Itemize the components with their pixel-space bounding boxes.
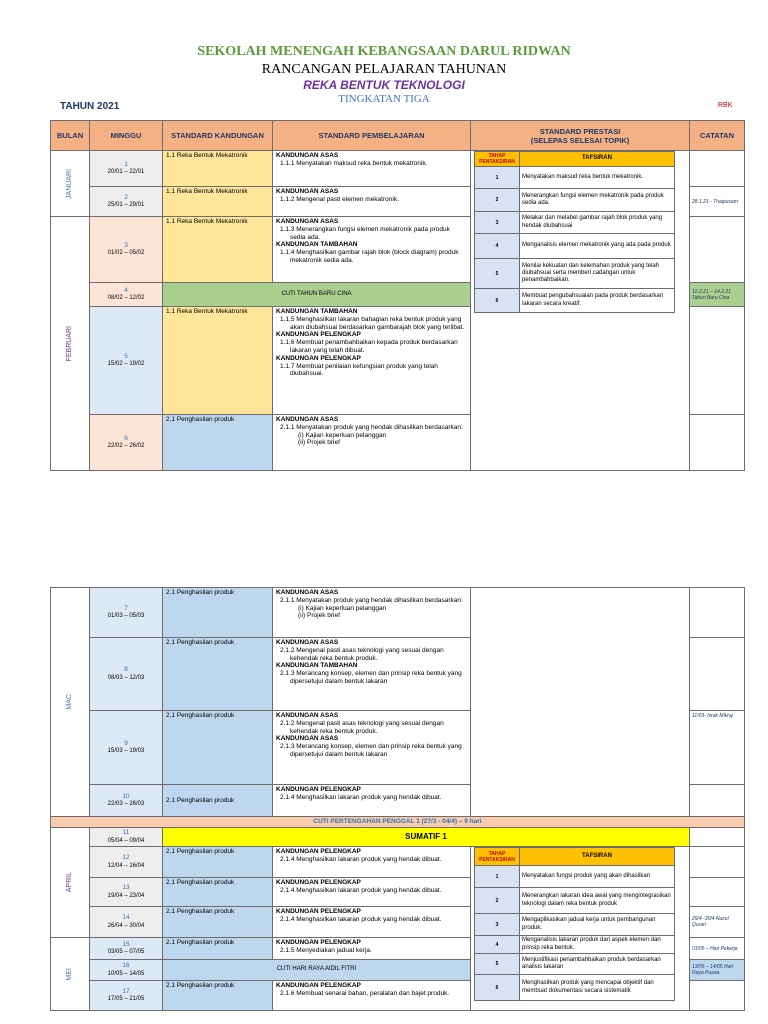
sp-cell: KANDUNGAN ASAS 1.1.1 Menyatakan maksud reka bentuk mekatronik.	[273, 151, 471, 187]
tahap-num: 5	[475, 954, 520, 975]
week-7: 7 01/03 – 05/03	[90, 588, 163, 638]
month-mac: MAC	[51, 588, 90, 817]
sk-cell: 1.1 Reka Bentuk Mekatronik	[163, 307, 273, 415]
holiday-cny: CUTI TAHUN BARU CINA	[163, 283, 471, 307]
tahap-num: 6	[475, 289, 520, 313]
tafsiran-text: Menghasilkan produk yang mencapai objektif dan membuat dokumentasi secara sistematik	[520, 975, 675, 1001]
week-8: 8 08/03 – 12/03	[90, 638, 163, 711]
catatan-cell	[690, 828, 745, 847]
sp-cell: KANDUNGAN PELENGKAP 2.1.4 Menghasilkan lakaran produk yang hendak dibuat.	[273, 785, 471, 817]
tahap-num: 2	[475, 888, 520, 914]
sp-cell: KANDUNGAN PELENGKAP 2.1.4 Menghasilkan lakaran produk yang hendak dibuat.	[273, 847, 471, 878]
month-februari: FEBRUARI	[51, 217, 90, 471]
tahap-num: 4	[475, 234, 520, 259]
week-9: 9 15/03 – 19/03	[90, 711, 163, 785]
tafsiran-text: Menganalisis elemen mekatronik yang ada pada produk	[520, 234, 675, 259]
tafsiran-text: Melakar dan melabel gambar rajah blok produk yang hendak diubahsuai	[520, 212, 675, 234]
sp-cell: KANDUNGAN ASAS 1.1.3 Menerangkan fungsi elemen mekatronik pada produk sedia ada. KANDUNGAN TAMBAHAN 1.1.4 Menghasilkan gambar rajah blok (block diagram) produk mekatronik sedia ada.	[273, 217, 471, 283]
prestasi-table-2	[474, 847, 675, 1001]
col-bulan: BULAN	[51, 121, 90, 151]
col-catatan: CATATAN	[690, 121, 745, 151]
col-spr-title: STANDARD PRESTASI	[539, 126, 621, 136]
catatan-cell	[690, 981, 745, 1011]
tafsiran-text: Menganalisis lakaran produk dari aspek elemen dan prinsip reka bentuk.	[520, 936, 675, 954]
standard-prestasi-empty	[690, 415, 745, 471]
sk-cell: 2.1 Penghasilan produk	[163, 847, 273, 878]
catatan-nuzul: 29/4 -30/4 Nuzul Quran	[690, 907, 745, 938]
week-1: 1 20/01 – 22/01	[90, 151, 163, 187]
sp-cell: KANDUNGAN PELENGKAP 2.1.6 Membuat senarai bahan, peralatan dan bajet produk.	[273, 981, 471, 1011]
week-10: 10 22/03 – 26/03	[90, 785, 163, 817]
sk-cell: 2.1 Penghasilan produk	[163, 785, 273, 817]
week-15: 15 03/05 – 07/05	[90, 938, 163, 960]
tafsiran-text: Menerangkan lakaran idea awal yang mengintegrasikan teknologi dalam reka bentuk produk	[520, 888, 675, 914]
tahap-header: TAHAP PENTAKSIRAN	[475, 848, 520, 866]
sk-cell: 2.1 Penghasilan produk	[163, 711, 273, 785]
week-17: 17 17/05 – 21/05	[90, 981, 163, 1011]
catatan-cell	[690, 785, 745, 817]
tahap-num: 2	[475, 189, 520, 212]
sk-cell: 1.1 Reka Bentuk Mekatronik	[163, 217, 273, 283]
sp-cell: KANDUNGAN ASAS 2.1.2 Mengenal pasti asas teknologi yang sesuai dengan kehendak reka bentuk produk. KANDUNGAN ASAS 2.1.3 Merancang konsep, elemen dan prinsip reka bentuk yang dipersetujui dalam bentuk lakaran	[273, 711, 471, 785]
catatan-cell	[690, 151, 745, 187]
catatan-raya: 13/05 – 14/05 Hari Raya Puasa	[690, 960, 745, 981]
tafsiran-header: TAFSIRAN	[520, 848, 675, 866]
catatan-cell	[690, 847, 745, 878]
col-spr-sub: (SELEPAS SELESAI TOPIK)	[530, 135, 630, 145]
week-11: 11 05/04 – 09/04	[90, 828, 163, 847]
catatan-cell	[690, 878, 745, 907]
week-3: 3 01/02 – 05/02	[90, 217, 163, 283]
tafsiran-text: Mengaplikasikan jadual kerja untuk pembangunan produk.	[520, 914, 675, 936]
catatan-pekerja: 01/05 – Hari Pekerja	[690, 938, 745, 960]
col-spr	[471, 121, 690, 151]
subject-title: REKA BENTUK TEKNOLOGI	[303, 78, 465, 92]
catatan-thaipusam: 28.1.21 - Thaipusam	[690, 187, 745, 217]
week-16: 16 10/05 – 14/05	[90, 960, 163, 981]
catatan-cell	[690, 307, 745, 415]
col-sk: STANDARD KANDUNGAN	[163, 121, 273, 151]
catatan-cell	[690, 588, 745, 638]
tahap-num: 4	[475, 936, 520, 954]
tahap-num: 1	[475, 167, 520, 189]
sp-cell: KANDUNGAN ASAS 2.1.1 Menyatakan produk yang hendak dihasilkan berdasarkan: (i) Kajian keperluan pelanggan (ii) Projek brief	[273, 415, 471, 471]
level-title: TINGKATAN TIGA	[338, 93, 430, 105]
sk-cell: 2.1 Penghasilan produk	[163, 638, 273, 711]
week-2: 2 25/01 – 29/01	[90, 187, 163, 217]
sp-cell: KANDUNGAN ASAS 1.1.2 Mengenal pasti elemen mekatronik.	[273, 187, 471, 217]
sumatif-1: SUMATIF 1	[163, 828, 690, 847]
sk-cell: 1.1 Reka Bentuk Mekatronik	[163, 151, 273, 187]
catatan-cell	[690, 217, 745, 283]
tafsiran-text: Menilai kekuatan dan kelemahan produk yang telah diubahsuai serta memberi cadangan untuk penambahbaikan.	[520, 259, 675, 289]
tahap-num: 3	[475, 212, 520, 234]
sk-cell: 2.1 Penghasilan produk	[163, 981, 273, 1011]
week-6: 6 22/02 – 26/02	[90, 415, 163, 471]
sp-cell: KANDUNGAN ASAS 2.1.1 Menyatakan produk yang hendak dihasilkan berdasarkan: (i) Kajian keperluan pelanggan (ii) Projek brief	[273, 588, 471, 638]
tafsiran-text: Menerangkan fungsi elemen mekatronik pada produk sedia ada.	[520, 189, 675, 212]
col-minggu: MINGGU	[90, 121, 163, 151]
tafsiran-text: Menjustifikasi penambahbaikan produk berdasarkan analisis lakaran	[520, 954, 675, 975]
sp-cell: KANDUNGAN PELENGKAP 2.1.4 Menghasilkan lakaran produk yang hendak dibuat.	[273, 907, 471, 938]
catatan-cell	[690, 638, 745, 711]
plan-table-1	[50, 120, 745, 471]
prestasi-table-1	[474, 151, 675, 313]
sk-cell: 2.1 Penghasilan produk	[163, 878, 273, 907]
sk-cell: 2.1 Penghasilan produk	[163, 415, 273, 471]
catatan-israk: 11/03- Israk Mikraj	[690, 711, 745, 785]
tafsiran-header: TAFSIRAN	[520, 152, 675, 167]
report-title: RANCANGAN PELAJARAN TAHUNAN	[261, 62, 507, 77]
tahap-num: 6	[475, 975, 520, 1001]
week-12: 12 12/04 – 16/04	[90, 847, 163, 878]
plan-table-2	[50, 587, 745, 1011]
sk-cell: 2.1 Penghasilan produk	[163, 907, 273, 938]
tafsiran-text: Membuat pengubahsuaian pada produk berdasarkan lakaran secara kreatif.	[520, 289, 675, 313]
tahap-num: 3	[475, 914, 520, 936]
tahap-num: 5	[475, 259, 520, 289]
sp-cell: KANDUNGAN TAMBAHAN 1.1.5 Menghasilkan lakaran bahagian reka bentuk produk yang akan diubahsuai berdasarkan gambarajah blok yang terlibat. KANDUNGAN PELENGKAP 1.1.6 Membuat penambahbaikan kepada produk berdasarkan lakaran yang telah dibuat. KANDUNGAN PELENGKAP 1.1.7 Membuat penilaian kefungsian produk yang telah diubahsuai.	[273, 307, 471, 415]
week-5: 5 15/02 – 19/02	[90, 307, 163, 415]
tafsiran-text: Menyatakan maksud reka bentuk mekatronik.	[520, 167, 675, 189]
month-mei: MEI	[51, 938, 90, 1011]
week-14: 14 26/04 – 30/04	[90, 907, 163, 938]
holiday-raya: CUTI HARI RAYA AIDIL FITRI	[163, 960, 471, 981]
school-name: SEKOLAH MENENGAH KEBANGSAAN DARUL RIDWAN	[197, 44, 571, 59]
standard-prestasi-2	[471, 847, 690, 1011]
month-januari: JANUARI	[51, 151, 90, 217]
sp-cell: KANDUNGAN ASAS 2.1.2 Mengenal pasti asas teknologi yang sesuai dengan kehendak reka bentuk produk. KANDUNGAN TAMBAHAN 2.1.3 Merancang konsep, elemen dan prinsip reka bentuk yang dipersetujui dalam bentuk lakaran	[273, 638, 471, 711]
month-april: APRIL	[51, 828, 90, 938]
sp-cell: KANDUNGAN PELENGKAP 2.1.4 Menghasilkan lakaran produk yang hendak dibuat.	[273, 878, 471, 907]
col-sp: STANDARD PEMBELAJARAN	[273, 121, 471, 151]
sk-cell: 2.1 Penghasilan produk	[163, 588, 273, 638]
week-4: 4 08/02 – 12/02	[90, 283, 163, 307]
sp-cell: KANDUNGAN PELENGKAP 2.1.5 Menyediakan jadual kerja.	[273, 938, 471, 960]
standard-prestasi-1	[471, 151, 690, 471]
tahap-num: 1	[475, 866, 520, 888]
holiday-midterm: CUTI PERTENGAHAN PENGGAL 1 (27/3 - 04/4) – 9 hari	[51, 817, 745, 828]
catatan-cny: 12.2.21 – 14.2.21 Tahun Baru Cina	[690, 283, 745, 307]
tafsiran-text: Menyatakan fungsi produk yang akan dihasilkan	[520, 866, 675, 888]
tahap-header: TAHAP PENTAKSIRAN	[475, 152, 520, 167]
week-13: 13 19/04 – 23/04	[90, 878, 163, 907]
sk-cell: 2.1 Penghasilan produk	[163, 938, 273, 960]
standard-prestasi-empty	[471, 588, 690, 817]
sk-cell: 1.1 Reka Bentuk Mekatronik	[163, 187, 273, 217]
subject-code: RBK	[718, 102, 733, 109]
year-label: TAHUN 2021	[60, 101, 120, 112]
